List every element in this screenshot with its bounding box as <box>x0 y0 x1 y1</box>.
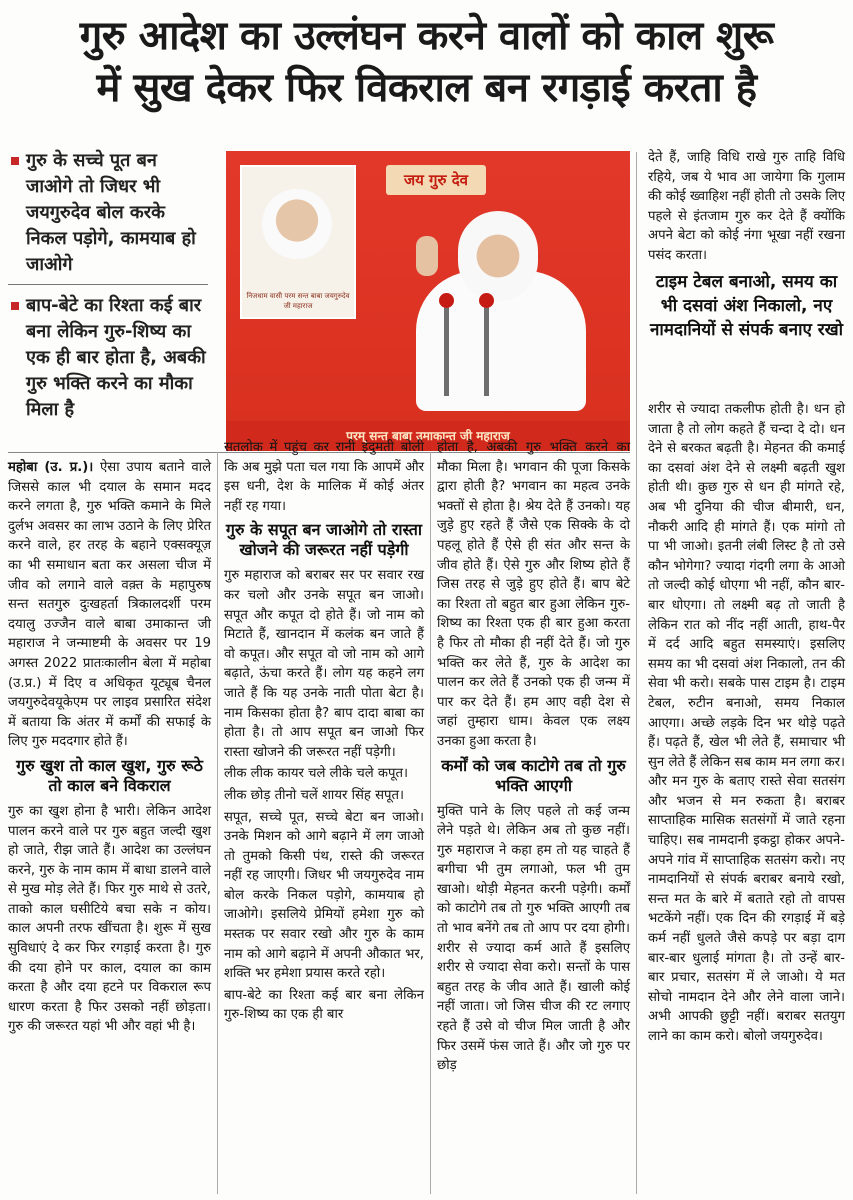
headline-line-1: गुरु आदेश का उल्लंघन करने वालों को काल शुरू <box>79 13 774 59</box>
column-rule <box>217 452 218 1194</box>
divider <box>8 284 208 285</box>
highlight-item: बाप-बेटे का रिश्ता कई बार बना लेकिन गुरु-शिष्य का एक ही बार होता है, अबकी गुरु भक्ति करने का मौका मिला है <box>8 293 208 423</box>
column-2-text: लीक छोड़ तीनो चलें शायर सिंह सपूत। <box>224 787 405 803</box>
highlight-item: गुरु के सच्चे पूत बन जाओगे तो जिधर भी जयगुरुदेव बोल करके निकल पड़ोगे, कामयाब हो जाओगे <box>8 148 208 278</box>
column-1-text: गुरु का खुश होना है भारी। लेकिन आदेश पालन करने वाले पर गुरु बहुत जल्दी खुश हो जाते, रीझ जाते हैं। आदेश का उल्लंघन करने, गुरु के नाम काम में बाधा डालने वाले से मुख मोड़ लेते हैं। फिर गुरु माथे से उतरे, ताको काल घसीटिये बचा सके न कोय। काल अपनी तरफ खींचता है। शुरू में सुख सुविधाएं दे कर फिर रगड़ाई करता है। गुरु की दया होने पर काल, दयाल का काम करता है और दया हटने पर विकराल रूप धारण करता है फिर उसको नहीं छोड़ता। गुरु की जरूरत यहां भी और वहां भी है। <box>8 803 211 1035</box>
portrait-face <box>262 189 332 259</box>
raised-hand <box>416 236 438 276</box>
column-4-text: देते हैं, जाहि विधि राखे गुरु ताहि विधि रहिये, जब ये भाव आ जायेगा कि गुलाम की कोई ख्वाहिश नहीं होती तो उसके लिए पहले से इंतजाम गुरु कर देते हैं क्योंकि अपने बेटा को कोई नंगा भूखा नहीं रखना पसंद करता। <box>648 150 845 263</box>
column-rule <box>430 452 431 1194</box>
photo-banner: जय गुरु देव <box>386 165 486 195</box>
column-1-subheading: गुरु खुश तो काल खुश, गुरु रूठे तो काल बने विकराल <box>16 755 203 795</box>
headline <box>8 10 845 114</box>
speaker-figure <box>396 191 596 401</box>
article-intro: ऐसा उपाय बताने वाले जिससे काल भी दयाल के समान मदद करने लगता है, गुरु भक्ति कमाने के मिले दुर्लभ अवसर का लाभ उठाने के लिए प्रेरित करने वाले, हर तरह के बहाने एक्सक्यूज़ का भी समाधान बता कर असला चीज में जीव को लगाने वाले वक़्त के महापुरुष सन्त सतगुरु दुःखहर्ता त्रिकालदर्शी परम दयालु उज्जैन वाले बाबा उमाकान्त जी महाराज ने जन्माष्टमी के अवसर पर 19 अगस्त 2022 प्रातःकालीन बेला में महोबा (उ.प्र.) में दिए व अधिकृत यूट्यूब चैनल जयगुरुदेवयूकेएम पर लाइव प्रसारित संदेश में बताया कि अंतर में कर्मों की सफाई के लिए गुरु मददगार होते हैं। <box>8 460 212 750</box>
photo-caption: परम् सन्त बाबा उमाकान्त जी महाराज <box>226 421 630 451</box>
microphone-icon <box>484 301 489 396</box>
column-4-text: शरीर से ज्यादा तकलीफ होती है। धन हो जाता है तो लोग कहते हैं चन्दा दे दो। धन देने से बरकत बढ़ती है। मेहनत की कमाई का दसवां अंश देने से लक्ष्मी बढ़ती खुश होती थी। कुछ गुरु से धन ही मांगते रहे, अब भी दुनिया की चीज बीमारी, धन, नौकरी आदि ही मांगते हैं। एक मांगो तो पा भी जाओ। इतनी लंबी लिस्ट है तो उसे कौन भोगेगा? ज्यादा गंदगी लगा के आओ तो जल्दी कोई धोएगा भी नहीं, कौन बार-बार धोएगा। तो लक्ष्मी बढ़ तो जाती है लेकिन रात को नींद नहीं आती, हाथ-पैर में दर्द आदि बहुत समस्याएं। इसलिए समय का भी दसवां अंश निकालो, तन की सेवा भी करो। सबके पास टाइम है। टाइम टेबल, रुटीन बनाओ, समय निकाल आएगा। अच्छे लड़के दिन भर थोड़े पढ़ते हैं। पढ़ते हैं, खेल भी लेते हैं, समाचार भी सुन लेते हैं लेकिन सब काम मन लगा कर। और मन गुरु के बताए रास्ते सेवा सतसंग और भजन से मन रुकता है। बराबर साप्ताहिक मासिक सतसंगों में जाते रहना चाहिए। सब नामदानी इकट्ठा होकर अपने-अपने गांव में साप्ताहिक सतसंग करो। नए नामदानियों से संपर्क बराबर बनाये रखो, सन्त मत के बारे में बताते रहो तो वापस भटकेंगे नहीं। एक दिन की रगड़ाई में बड़े कर्म नहीं धुलते जैसे कपड़े पर बड़ा दाग बार-बार धुलाई मांगता है। तो उन्हें बार-बार प्रचार, सतसंग में ले जाओ। ये मत सोचो नामदान देने और लेने वाला जाने। अभी आपकी छुट्टी नहीं। बराबर सतयुग लाने का काम करो। बोलो जयगुरुदेव। <box>648 402 845 1044</box>
column-rule <box>636 152 637 1194</box>
inset-portrait <box>240 165 356 319</box>
column-4 <box>648 400 845 1049</box>
column-3 <box>437 438 630 1078</box>
column-2 <box>224 438 424 1027</box>
dateline: महोबा (उ. प्र.)। <box>8 460 94 475</box>
microphone-icon <box>444 301 449 396</box>
column-2-subheading: गुरु के सपूत बन जाओगे तो रास्ता खोजने की जरूरत नहीं पड़ेगी <box>225 520 423 560</box>
column-2-text: लीक लीक कायर चले लीके चले कपूत। <box>224 766 408 782</box>
column-2-text: सपूत, सच्चे पूत, सच्चे बेटा बन जाओ। उनके मिशन को आगे बढ़ाने में लग जाओ तो तुमको किसी पंथ, रास्ते की जरूरत नहीं रह जाएगी। जिधर भी जयगुरुदेव नाम बोल करके निकल पड़ोगे, कामयाब हो जाओगे। इसलिये प्रेमियों हमेशा गुरु को मस्तक पर सवार रखो और गुरु के काम नाम को आगे बढ़ाने में अपनी औकात भर, शक्ति भर हमेशा प्रयास करते रहो। <box>224 809 424 982</box>
highlights <box>8 148 208 423</box>
column-2-text: बाप-बेटे का रिश्ता कई बार बना लेकिन गुरु-शिष्य का एक ही बार <box>224 987 424 1023</box>
headline-line-2: में सुख देकर फिर विकराल बन रगड़ाई करता है <box>96 65 757 111</box>
speaker-head <box>458 211 538 301</box>
column-3-text: मुक्ति पाने के लिए पहले तो कई जन्म लेने पड़ते थे। लेकिन अब तो कुछ नहीं। गुरु महाराज ने कहा हम तो यह चाहते हैं बगीचा भी तुम लगाओ, फल भी तुम खाओ। थोड़ी मेहनत करनी पड़ेगी। कर्मों को काटोगे तब तो गुरु भक्ति आएगी तब तो भाव बनेंगे तब तो आप पर दया होगी। शरीर से ज्यादा कर्म आते हैं इसलिए शरीर से ज्यादा सेवा करो। सन्तों के पास बहुत तरह के जीव आते हैं। खाली कोई नहीं जाता। जो जिस चीज की रट लगाए रहते हैं उसे वो चीज मिल जाती है और फिर उसमें फंस जाते हैं। और जो गुरु पर छोड़ <box>437 803 630 1074</box>
inset-caption: निजधाम वासी परम सन्त बाबा जयगुरुदेव जी महाराज <box>246 292 350 310</box>
column-1 <box>8 458 211 1039</box>
column-4-top <box>648 148 845 348</box>
column-3-subheading: कर्मों को जब काटोगे तब तो गुरु भक्ति आएगी <box>441 755 626 795</box>
lead-photo <box>226 151 630 451</box>
column-2-text: गुरु महाराज को बराबर सर पर सवार रख कर चलो और उनके सपूत बन जाओ। सपूत और कपूत दो होते हैं। जो नाम को मिटाते हैं, खानदान में कलंक बन जाते हैं वो कपूत। और सपूत वो जो नाम को आगे बढ़ाते, ऊंचा करते हैं। लोग यह कहने लग जाते हैं कि यह उनके नाती पोता बेटा है। नाम किसका होता है? बाप दादा बाबा का होता है। तो आप सपूत बन जाओ फिर रास्ता खोजने की जरूरत नहीं पड़ेगी। <box>224 568 424 760</box>
column-2-text: सतलोक में पहुंच कर रानी इंदुमती बोली कि अब मुझे पता चल गया कि आपमें और इस धनी, देश के मालिक में कोई अंतर नहीं रह गया। <box>224 440 424 514</box>
column-1-text <box>8 458 211 752</box>
column-3-text: होता है, अबकी गुरु भक्ति करने का मौका मिला है। भगवान की पूजा किसके द्वारा होती है? भगवान का महत्व उनके भक्तों से होता है। श्रेय देते हैं उनको। यह जुड़े हुए रहते हैं जैसे एक सिक्के के दो पहलू होते हैं ऐसे ही संत और सन्त के जीव होते हैं। ऐसे गुरु और शिष्य होते हैं जिस तरह से जुड़े हुए होते हैं। बाप बेटे का रिश्ता तो बहुत बार हुआ लेकिन गुरु-शिष्य का रिश्ता एक ही बार हुआ करता है फिर तो मौका ही नहीं देते हैं। जो गुरु भक्ति कर लेते हैं, गुरु के आदेश का पालन कर लेते हैं उनको एक ही जन्म में पार कर देते हैं। हम आए वही देश से जहां तुम्हारा धाम। केवल एक लक्ष्य उनका हुआ करता है। <box>437 440 630 749</box>
column-4-subheading: टाइम टेबल बनाओ, समय का भी दसवां अंश निकालो, नए नामदानियों से संपर्क बनाए रखो <box>649 271 844 340</box>
